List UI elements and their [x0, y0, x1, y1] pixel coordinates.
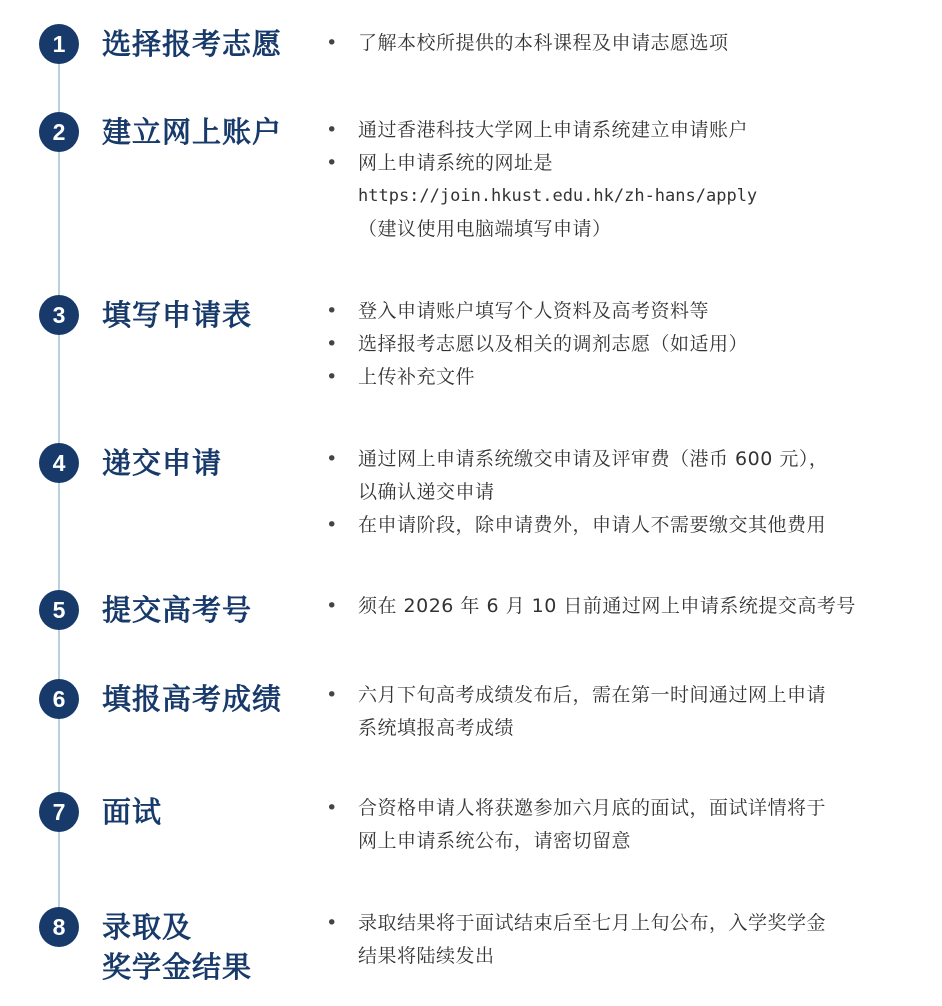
- step-title-line: 填报高考成绩: [102, 682, 283, 716]
- step-bullet-list: [326, 590, 916, 623]
- step-number-badge: 4: [39, 443, 79, 483]
- bullet-item: [326, 361, 916, 394]
- step-bullet-list: [326, 114, 916, 246]
- step-title: [102, 907, 252, 987]
- bullet-text: 网上申请系统公布，请密切留意: [358, 830, 632, 852]
- step-title-line: 奖学金结果: [102, 950, 253, 984]
- bullet-dot: •: [326, 333, 338, 355]
- step-title: [102, 112, 282, 152]
- step-title: [102, 590, 252, 630]
- bullet-text: 登入申请账户填写个人资料及高考资料等: [358, 300, 710, 322]
- bullet-text: 了解本校所提供的本科课程及申请志愿选项: [358, 32, 729, 54]
- step-title-line: 选择报考志愿: [102, 27, 283, 61]
- bullet-text: 结果将陆续发出: [358, 945, 495, 967]
- step-number-badge: 6: [39, 679, 79, 719]
- step-bullet-list: [326, 907, 916, 973]
- step-number-badge: 8: [39, 907, 79, 947]
- bullet-text: 系统填报高考成绩: [358, 717, 515, 739]
- step-bullet-list: [326, 679, 916, 745]
- bullet-text: 网上申请系统的网址是: [358, 152, 554, 174]
- bullet-item: [326, 679, 916, 745]
- step-title: [102, 295, 252, 335]
- step-title: [102, 443, 222, 483]
- step-bullet-list: [326, 443, 916, 542]
- bullet-text: 须在 2026 年 6 月 10 日前通过网上申请系统提交高考号: [358, 595, 856, 617]
- step-title: [102, 24, 282, 64]
- bullet-item: [326, 443, 916, 509]
- bullet-item: [326, 792, 916, 858]
- bullet-text: 合资格申请人将获邀参加六月底的面试，面试详情将于: [358, 797, 827, 819]
- step-title-line: 提交高考号: [102, 593, 253, 627]
- bullet-dot: •: [326, 595, 338, 617]
- step-title-line: 填写申请表: [102, 298, 253, 332]
- bullet-dot: •: [326, 152, 338, 174]
- step-bullet-list: [326, 792, 916, 858]
- step-number-badge: 2: [39, 112, 79, 152]
- bullet-item: [326, 590, 916, 623]
- bullet-item: [326, 114, 916, 147]
- bullet-dot: •: [326, 448, 338, 470]
- bullet-dot: •: [326, 912, 338, 934]
- bullet-dot: •: [326, 32, 338, 54]
- step-title-line: 建立网上账户: [102, 115, 283, 149]
- bullet-dot: •: [326, 797, 338, 819]
- bullet-item: [326, 907, 916, 973]
- bullet-item: [326, 27, 916, 60]
- bullet-text: 在申请阶段，除申请费外，申请人不需要缴交其他费用: [358, 514, 827, 536]
- step-title: [102, 792, 162, 832]
- bullet-text: （建议使用电脑端填写申请）: [358, 218, 612, 240]
- step-number-badge: 5: [39, 590, 79, 630]
- bullet-text: 录取结果将于面试结束后至七月上旬公布，入学奖学金: [358, 912, 827, 934]
- step-bullet-list: [326, 295, 916, 394]
- bullet-dot: •: [326, 366, 338, 388]
- bullet-dot: •: [326, 514, 338, 536]
- bullet-text: 以确认递交申请: [358, 481, 495, 503]
- bullet-text: 六月下旬高考成绩发布后，需在第一时间通过网上申请: [358, 684, 827, 706]
- step-title: [102, 679, 282, 719]
- step-title-line: 面试: [102, 795, 163, 829]
- bullet-text: 上传补充文件: [358, 366, 476, 388]
- step-bullet-list: [326, 27, 916, 60]
- bullet-dot: •: [326, 119, 338, 141]
- bullet-text: 通过网上申请系统缴交申请及评审费（港币 600 元），: [358, 448, 829, 470]
- bullet-dot: •: [326, 684, 338, 706]
- bullet-text: 选择报考志愿以及相关的调剂志愿（如适用）: [358, 333, 749, 355]
- bullet-item: [326, 147, 916, 246]
- step-title-line: 录取及: [102, 910, 193, 944]
- step-title-line: 递交申请: [102, 446, 223, 480]
- bullet-dot: •: [326, 300, 338, 322]
- step-number-badge: 1: [39, 24, 79, 64]
- bullet-item: [326, 328, 916, 361]
- step-number-badge: 3: [39, 295, 79, 335]
- step-number-badge: 7: [39, 792, 79, 832]
- bullet-item: [326, 509, 916, 542]
- bullet-text: 通过香港科技大学网上申请系统建立申请账户: [358, 119, 749, 141]
- bullet-item: [326, 295, 916, 328]
- apply-url-link[interactable]: https://join.hkust.edu.hk/zh-hans/apply: [358, 186, 758, 206]
